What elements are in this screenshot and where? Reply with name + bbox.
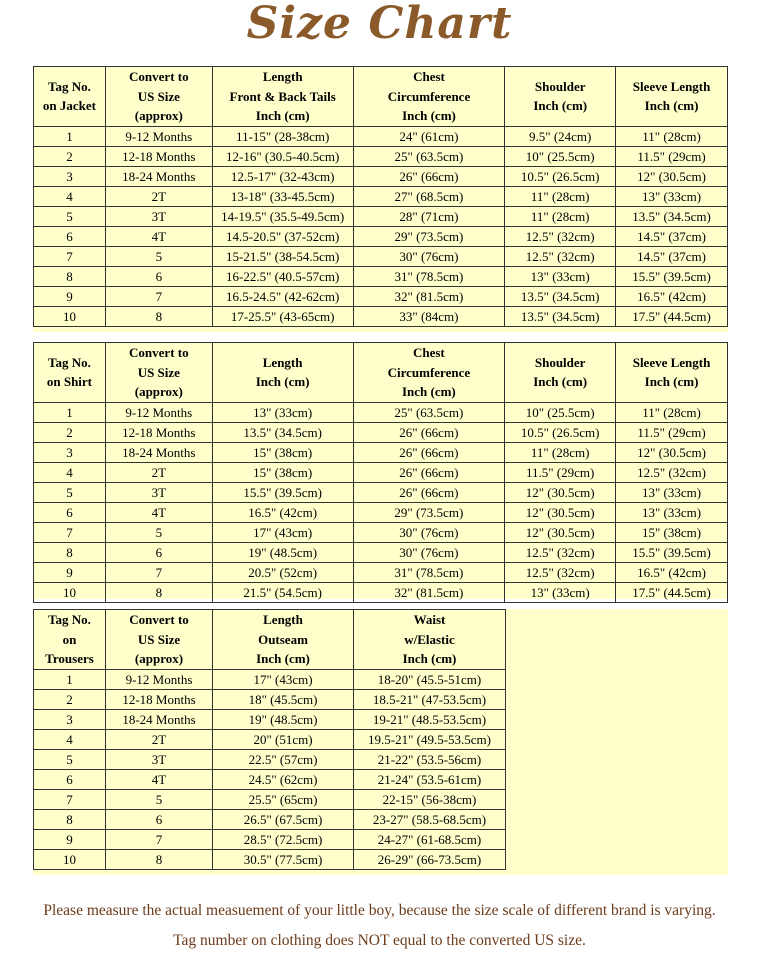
column-header (105, 343, 212, 403)
table-row (34, 542, 728, 562)
shirt-panel (33, 342, 728, 599)
shirt-table-header (34, 343, 728, 403)
column-header-line: Length (262, 354, 303, 370)
table-cell: 9-12 Months (105, 402, 212, 422)
table-cell: 12" (30.5cm) (505, 482, 616, 502)
table-cell: 28.5" (72.5cm) (213, 829, 354, 849)
table-cell: 1 (34, 402, 106, 422)
table-cell: 4T (106, 769, 213, 789)
table-cell: 9 (34, 829, 106, 849)
table-cell: 11.5" (29cm) (505, 462, 616, 482)
table-cell: 11" (28cm) (616, 126, 728, 146)
table-cell: 13.5" (34.5cm) (616, 206, 728, 226)
table-cell: 12-18 Months (106, 689, 213, 709)
table-cell: 12" (30.5cm) (616, 442, 728, 462)
table-row (34, 422, 728, 442)
column-header-line: Front & Back Tails (229, 88, 336, 104)
table-cell: 13" (33cm) (212, 402, 353, 422)
column-header (212, 67, 353, 127)
column-header-line: Inch (cm) (644, 98, 699, 114)
table-cell: 19.5-21" (49.5-53.5cm) (354, 729, 506, 749)
table-cell: 12.5" (32cm) (616, 462, 728, 482)
column-header-line: Convert to (129, 69, 189, 84)
table-cell: 13" (33cm) (505, 582, 616, 602)
table-cell: 31" (78.5cm) (353, 266, 505, 286)
table-cell: 4T (105, 226, 212, 246)
table-cell: 4T (105, 502, 212, 522)
table-cell: 5 (34, 482, 106, 502)
table-cell: 4 (34, 462, 106, 482)
table-row (34, 769, 506, 789)
column-header-line: Inch (cm) (256, 651, 310, 666)
jacket-table (33, 66, 728, 327)
table-cell: 13.5" (34.5cm) (505, 286, 616, 306)
table-cell: 8 (105, 306, 212, 326)
table-cell: 16-22.5" (40.5-57cm) (212, 266, 353, 286)
table-cell: 5 (34, 749, 106, 769)
column-header-line: (approx) (134, 108, 183, 123)
table-cell: 2T (106, 729, 213, 749)
table-cell: 7 (105, 286, 212, 306)
table-cell: 15.5" (39.5cm) (616, 542, 728, 562)
table-cell: 21.5" (54.5cm) (212, 582, 353, 602)
table-row (34, 689, 506, 709)
column-header (353, 343, 505, 403)
table-cell: 12-18 Months (105, 422, 212, 442)
table-cell: 13.5" (34.5cm) (212, 422, 353, 442)
page-title: Size Chart (246, 0, 513, 49)
table-cell: 10 (34, 306, 106, 326)
column-header-line: w/Elastic (404, 631, 455, 647)
table-cell: 17.5" (44.5cm) (616, 582, 728, 602)
table-cell: 26" (66cm) (353, 442, 505, 462)
table-cell: 30.5" (77.5cm) (213, 849, 354, 869)
table-cell: 32" (81.5cm) (353, 582, 505, 602)
table-cell: 22-15" (56-38cm) (354, 789, 506, 809)
trousers-header-row (34, 610, 506, 670)
table-cell: 8 (106, 849, 213, 869)
jacket-table-header (34, 67, 728, 127)
table-cell: 24-27" (61-68.5cm) (354, 829, 506, 849)
tag-number-note: Tag number on clothing does NOT equal to the converted US size. (173, 932, 586, 949)
table-cell: 30" (76cm) (353, 542, 505, 562)
table-row (34, 729, 506, 749)
table-row (34, 266, 728, 286)
table-cell: 22.5" (57cm) (213, 749, 354, 769)
table-cell: 19" (48.5cm) (213, 709, 354, 729)
table-cell: 10" (25.5cm) (505, 146, 616, 166)
table-cell: 10 (34, 582, 106, 602)
table-cell: 25" (63.5cm) (353, 402, 505, 422)
column-header-line: Trousers (45, 651, 94, 666)
table-cell: 19-21" (48.5-53.5cm) (354, 709, 506, 729)
table-cell: 3T (105, 206, 212, 226)
table-row (34, 402, 728, 422)
table-cell: 26" (66cm) (353, 166, 505, 186)
table-cell: 32" (81.5cm) (353, 286, 505, 306)
table-cell: 4 (34, 186, 106, 206)
column-header-line: Sleeve Length (632, 354, 711, 370)
jacket-header-row (34, 67, 728, 127)
table-cell: 9 (34, 562, 106, 582)
table-row (34, 462, 728, 482)
table-cell: 13" (33cm) (616, 502, 728, 522)
table-row (34, 829, 506, 849)
table-cell: 30" (76cm) (353, 246, 505, 266)
table-cell: 20" (51cm) (213, 729, 354, 749)
table-cell: 17" (43cm) (212, 522, 353, 542)
column-header-line: (approx) (134, 384, 183, 399)
column-header (616, 67, 728, 127)
column-header (616, 343, 728, 403)
table-cell: 10" (25.5cm) (505, 402, 616, 422)
table-cell: 13" (33cm) (505, 266, 616, 286)
table-cell: 12.5" (32cm) (505, 562, 616, 582)
table-cell: 13.5" (34.5cm) (505, 306, 616, 326)
table-cell: 10 (34, 849, 106, 869)
table-cell: 27" (68.5cm) (353, 186, 505, 206)
table-cell: 18-20" (45.5-51cm) (354, 669, 506, 689)
table-cell: 6 (105, 542, 212, 562)
table-cell: 33" (84cm) (353, 306, 505, 326)
column-header-line: Shoulder (534, 78, 586, 94)
table-cell: 17" (43cm) (213, 669, 354, 689)
table-row (34, 306, 728, 326)
measurement-note: Please measure the actual measuement of your little boy, because the size scale of different brand is varying. (43, 902, 716, 919)
table-row (34, 286, 728, 306)
table-cell: 25.5" (65cm) (213, 789, 354, 809)
table-cell: 15.5" (39.5cm) (616, 266, 728, 286)
column-header (354, 610, 506, 670)
table-cell: 4 (34, 729, 106, 749)
shirt-table (33, 342, 728, 603)
column-header-line: Inch (cm) (533, 374, 588, 390)
table-row (34, 562, 728, 582)
table-cell: 11" (28cm) (505, 186, 616, 206)
table-cell: 2 (34, 422, 106, 442)
table-cell: 26" (66cm) (353, 462, 505, 482)
table-cell: 21-24" (53.5-61cm) (354, 769, 506, 789)
column-header-line: US Size (137, 88, 180, 104)
table-cell: 7 (34, 522, 106, 542)
table-cell: 15.5" (39.5cm) (212, 482, 353, 502)
column-header (353, 67, 505, 127)
table-cell: 6 (105, 266, 212, 286)
column-header-line: on Jacket (42, 98, 96, 114)
table-cell: 11" (28cm) (616, 402, 728, 422)
table-cell: 7 (105, 562, 212, 582)
column-header-line: Tag No. (48, 78, 91, 94)
table-cell: 15" (38cm) (212, 462, 353, 482)
table-cell: 9-12 Months (105, 126, 212, 146)
column-header-line: Sleeve Length (632, 78, 711, 94)
column-header-line: Circumference (387, 364, 471, 380)
table-cell: 11" (28cm) (505, 206, 616, 226)
table-row (34, 206, 728, 226)
table-cell: 8 (34, 809, 106, 829)
column-header (34, 343, 106, 403)
table-cell: 14.5-20.5" (37-52cm) (212, 226, 353, 246)
table-cell: 15" (38cm) (212, 442, 353, 462)
table-cell: 12" (30.5cm) (505, 502, 616, 522)
table-cell: 26-29" (66-73.5cm) (354, 849, 506, 869)
table-cell: 16.5" (42cm) (212, 502, 353, 522)
table-row (34, 166, 728, 186)
table-cell: 24.5" (62cm) (213, 769, 354, 789)
table-cell: 16.5-24.5" (42-62cm) (212, 286, 353, 306)
table-cell: 8 (105, 582, 212, 602)
column-header-line: US Size (137, 631, 181, 647)
table-cell: 8 (34, 266, 106, 286)
column-header-line: Chest (412, 345, 445, 360)
table-cell: 12-18 Months (105, 146, 212, 166)
table-cell: 23-27" (58.5-68.5cm) (354, 809, 506, 829)
table-cell: 9.5" (24cm) (505, 126, 616, 146)
table-cell: 12" (30.5cm) (616, 166, 728, 186)
table-row (34, 126, 728, 146)
table-cell: 12.5" (32cm) (505, 226, 616, 246)
table-row (34, 522, 728, 542)
table-cell: 3 (34, 442, 106, 462)
column-header (106, 610, 213, 670)
table-row (34, 669, 506, 689)
column-header-line: Inch (cm) (255, 108, 310, 123)
table-cell: 18-24 Months (105, 442, 212, 462)
table-cell: 11" (28cm) (505, 442, 616, 462)
table-row (34, 582, 728, 602)
table-cell: 5 (34, 206, 106, 226)
table-cell: 26" (66cm) (353, 422, 505, 442)
table-row (34, 789, 506, 809)
table-cell: 18.5-21" (47-53.5cm) (354, 689, 506, 709)
table-cell: 3T (106, 749, 213, 769)
column-header-line: Inch (cm) (402, 651, 457, 666)
table-cell: 10.5" (26.5cm) (505, 422, 616, 442)
table-row (34, 482, 728, 502)
column-header-line: (approx) (134, 651, 184, 666)
table-cell: 5 (105, 522, 212, 542)
table-cell: 12.5-17" (32-43cm) (212, 166, 353, 186)
table-cell: 1 (34, 669, 106, 689)
column-header (34, 67, 106, 127)
table-cell: 15" (38cm) (616, 522, 728, 542)
column-header-line: Circumference (387, 88, 471, 104)
table-cell: 11.5" (29cm) (616, 146, 728, 166)
table-cell: 20.5" (52cm) (212, 562, 353, 582)
table-cell: 21-22" (53.5-56cm) (354, 749, 506, 769)
column-header-line: Inch (cm) (533, 98, 588, 114)
table-cell: 12.5" (32cm) (505, 542, 616, 562)
table-cell: 14-19.5" (35.5-49.5cm) (212, 206, 353, 226)
column-header (105, 67, 212, 127)
trousers-table-header (34, 610, 506, 670)
table-row (34, 849, 506, 869)
table-cell: 26" (66cm) (353, 482, 505, 502)
table-cell: 16.5" (42cm) (616, 286, 728, 306)
table-cell: 16.5" (42cm) (616, 562, 728, 582)
table-row (34, 246, 728, 266)
table-row (34, 749, 506, 769)
table-cell: 6 (34, 226, 106, 246)
table-cell: 7 (106, 829, 213, 849)
table-cell: 19" (48.5cm) (212, 542, 353, 562)
shirt-header-row (34, 343, 728, 403)
table-row (34, 502, 728, 522)
column-header-line: Inch (cm) (401, 384, 456, 399)
column-header (34, 610, 106, 670)
trousers-panel (33, 609, 728, 875)
column-header (505, 343, 616, 403)
table-row (34, 146, 728, 166)
column-header-line: Shoulder (534, 354, 586, 370)
column-header-line: Outseam (258, 631, 308, 647)
table-cell: 11.5" (29cm) (616, 422, 728, 442)
column-header (505, 67, 616, 127)
column-header-line: Chest (413, 69, 445, 84)
column-header-line: Convert to (129, 345, 189, 360)
table-cell: 18-24 Months (105, 166, 212, 186)
column-header-line: US Size (137, 364, 180, 380)
table-cell: 29" (73.5cm) (353, 502, 505, 522)
table-row (34, 709, 506, 729)
table-cell: 12" (30.5cm) (505, 522, 616, 542)
jacket-table-body (34, 126, 728, 326)
table-cell: 13" (33cm) (616, 186, 728, 206)
table-cell: 12.5" (32cm) (505, 246, 616, 266)
table-cell: 2T (105, 462, 212, 482)
trousers-table (33, 609, 506, 870)
table-row (34, 809, 506, 829)
table-cell: 29" (73.5cm) (353, 226, 505, 246)
table-cell: 5 (106, 789, 213, 809)
column-header-line: Tag No. (48, 612, 91, 627)
column-header-line: Inch (cm) (402, 108, 456, 123)
table-cell: 2 (34, 146, 106, 166)
jacket-panel (33, 66, 728, 332)
table-cell: 31" (78.5cm) (353, 562, 505, 582)
column-header-line: on Shirt (46, 374, 93, 390)
table-cell: 14.5" (37cm) (616, 226, 728, 246)
table-cell: 2 (34, 689, 106, 709)
shirt-table-body (34, 402, 728, 602)
table-cell: 30" (76cm) (353, 522, 505, 542)
table-cell: 12-16" (30.5-40.5cm) (212, 146, 353, 166)
table-cell: 28" (71cm) (353, 206, 505, 226)
table-cell: 13" (33cm) (616, 482, 728, 502)
table-cell: 3 (34, 709, 106, 729)
column-header-line: on (62, 631, 77, 647)
table-cell: 7 (34, 789, 106, 809)
column-header (212, 343, 353, 403)
table-cell: 6 (106, 809, 213, 829)
column-header-line: Tag No. (48, 354, 91, 370)
table-cell: 5 (105, 246, 212, 266)
table-cell: 18" (45.5cm) (213, 689, 354, 709)
table-cell: 13-18" (33-45.5cm) (212, 186, 353, 206)
table-cell: 3 (34, 166, 106, 186)
table-cell: 17-25.5" (43-65cm) (212, 306, 353, 326)
column-header-line: Length (263, 612, 303, 627)
column-header-line: Inch (cm) (255, 374, 310, 390)
table-row (34, 442, 728, 462)
column-header-line: Length (262, 69, 303, 84)
table-cell: 9 (34, 286, 106, 306)
table-cell: 9-12 Months (106, 669, 213, 689)
column-header-line: Convert to (129, 612, 189, 627)
column-header-line: Inch (cm) (644, 374, 699, 390)
table-cell: 26.5" (67.5cm) (213, 809, 354, 829)
table-cell: 18-24 Months (106, 709, 213, 729)
table-cell: 10.5" (26.5cm) (505, 166, 616, 186)
column-header (213, 610, 354, 670)
table-cell: 2T (105, 186, 212, 206)
table-row (34, 186, 728, 206)
table-cell: 15-21.5" (38-54.5cm) (212, 246, 353, 266)
table-cell: 17.5" (44.5cm) (616, 306, 728, 326)
table-cell: 6 (34, 502, 106, 522)
table-cell: 8 (34, 542, 106, 562)
table-cell: 14.5" (37cm) (616, 246, 728, 266)
table-cell: 6 (34, 769, 106, 789)
table-cell: 25" (63.5cm) (353, 146, 505, 166)
table-cell: 3T (105, 482, 212, 502)
trousers-table-body (34, 669, 506, 869)
table-cell: 11-15" (28-38cm) (212, 126, 353, 146)
table-cell: 7 (34, 246, 106, 266)
table-cell: 1 (34, 126, 106, 146)
table-row (34, 226, 728, 246)
table-cell: 24" (61cm) (353, 126, 505, 146)
column-header-line: Waist (413, 612, 446, 627)
